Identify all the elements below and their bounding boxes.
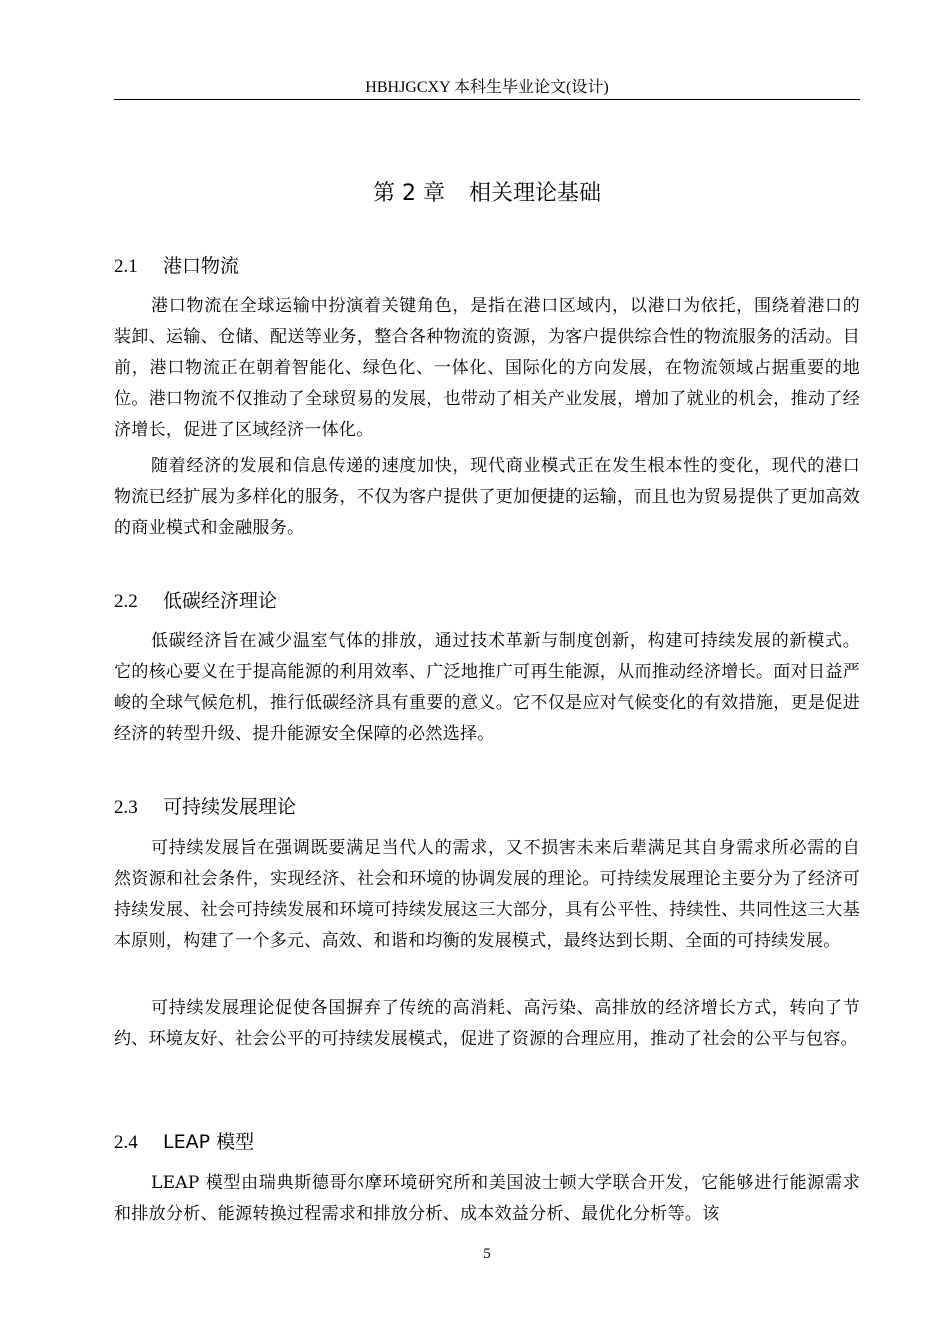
chapter-number: 第 2 章 (373, 181, 445, 206)
paragraph-port-logistics-2: 随着经济的发展和信息传递的速度加快，现代商业模式正在发生根本性的变化，现代的港口物流已经扩展为多样化的服务，不仅为客户提供了更加便捷的运输，而且也为贸易提供了更加高效的商业模式和金融服务。 (114, 456, 860, 538)
chapter-title: 相关理论基础 (468, 181, 601, 206)
section-number: 2.2 (114, 591, 138, 612)
paragraph-low-carbon-1: 低碳经济旨在减少温室气体的排放，通过技术革新与制度创新，构建可持续发展的新模式。它的核心要义在于提高能源的利用效率、广泛地推广可再生能源，从而推动经济增长。面对日益严峻的全球气候危机，推行低碳经济具有重要的意义。它不仅是应对气候变化的有效措施，更是促进经济的转型升级、提升能源安全保障的必然选择。 (114, 631, 860, 744)
paragraph-sustainable-2: 可持续发展理论促使各国摒弃了传统的高消耗、高污染、高排放的经济增长方式，转向了节约、环境友好、社会公平的可持续发展模式，促进了资源的合理应用，推动了社会的公平与包容。 (114, 998, 860, 1049)
paragraph-leap-1: LEAP 模型由瑞典斯德哥尔摩环境研究所和美国波士顿大学联合开发，它能够进行能源需求和排放分析、能源转换过程需求和排放分析、成本效益分析、最优化分析等。该 (114, 1173, 860, 1224)
paragraph-sustainable-1: 可持续发展旨在强调既要满足当代人的需求，又不损害未来后辈满足其自身需求所必需的自然资源和社会条件，实现经济、社会和环境的协调发展的理论。可持续发展理论主要分为了经济可持续发展、社会可持续发展和环境可持续发展这三大部分，具有公平性、持续性、共同性这三大基本原则，构建了一个多元、高效、和谐和均衡的发展模式，最终达到长期、全面的可持续发展。 (114, 838, 860, 951)
section-heading-2-4 (114, 1128, 860, 1157)
section-title: 港口物流 (163, 255, 240, 277)
section-heading-2-1 (114, 252, 860, 281)
section-number: 2.1 (114, 256, 138, 277)
section-number: 2.3 (114, 797, 138, 818)
paragraph-port-logistics-1: 港口物流在全球运输中扮演着关键角色，是指在港口区域内，以港口为依托，围绕着港口的装卸、运输、仓储、配送等业务，整合各种物流的资源，为客户提供综合性的物流服务的活动。目前，港口物流正在朝着智能化、绿色化、一体化、国际化的方向发展，在物流领域占据重要的地位。港口物流不仅推动了全球贸易的发展，也带动了相关产业发展，增加了就业的机会，推动了经济增长，促进了区域经济一体化。 (114, 296, 860, 440)
chapter-heading (114, 178, 860, 210)
section-number: 2.4 (114, 1132, 138, 1153)
page-number: 5 (483, 1246, 491, 1262)
page-header: HBHJGCXY 本科生毕业论文(设计) (365, 79, 609, 96)
section-title: 低碳经济理论 (163, 590, 278, 612)
header-rule (114, 99, 860, 100)
section-title: LEAP 模型 (163, 1131, 255, 1153)
section-heading-2-2 (114, 587, 860, 616)
section-title: 可持续发展理论 (163, 796, 297, 818)
section-heading-2-3 (114, 793, 860, 822)
